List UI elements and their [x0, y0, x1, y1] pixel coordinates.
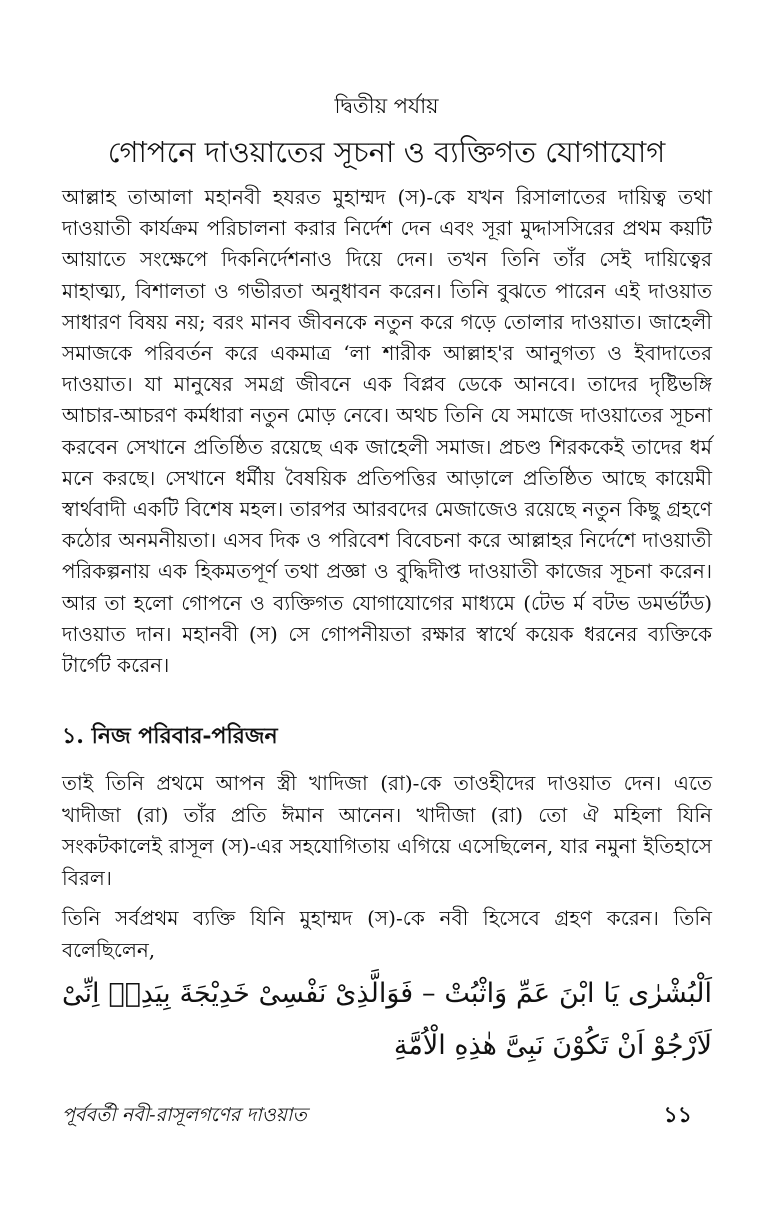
- chapter-heading: দ্বিতীয় পর্যায়: [334, 94, 439, 118]
- arabic-quote: اَلْبُشْرٰى يَا ابْنَ عَمِّ وَاثْبُتْ – فَوَالَّذِىْ نَفْسِىْ خَدِيْجَةَ بِيَدِهٖ اِنِّىْ لَاَرْجُوْ اَنْ تَكُوْنَ نَبِىَّ هٰذِهِ الْاُمَّةِ: [62, 978, 712, 1061]
- paragraph-intro: আল্লাহ তাআলা মহানবী হযরত মুহাম্মদ (স)-কে যখন রিসালাতের দায়িত্ব তথা দাওয়াতী কার্যক্রম পরিচালনা করার নির্দেশ দেন এবং সূরা মুদ্দাসসিরের প্রথম কয়টি আয়াতে সংক্ষেপে দিকনির্দেশনাও দিয়ে দেন। তখন তিনি তাঁর সেই দায়িত্বের মাহাত্ম্য, বিশালতা ও গভীরতা অনুধাবন করেন। তিনি বুঝতে পারেন এই দাওয়াত সাধারণ বিষয় নয়; বরং মানব জীবনকে নতুন করে গড়ে তোলার দাওয়াত। জাহেলী সমাজকে পরিবর্তন করে একমাত্র ‘লা শারীক আল্লাহ'র আনুগত্য ও ইবাদাতের দাওয়াত। যা মানুষের সমগ্র জীবনে এক বিপ্লব ডেকে আনবে। তাদের দৃষ্টিভঙ্গি আচার-আচরণ কর্মধারা নতুন মোড় নেবে। অথচ তিনি যে সমাজে দাওয়াতের সূচনা করবেন সেখানে প্রতিষ্ঠিত রয়েছে এক জাহেলী সমাজ। প্রচণ্ড শিরককেই তাদের ধর্ম মনে করছে। সেখানে ধর্মীয় বৈষয়িক প্রতিপত্তির আড়ালে প্রতিষ্ঠিত আছে কায়েমী স্বার্থবাদী একটি বিশেষ মহল। তারপর আরবদের মেজাজেও রয়েছে নতুন কিছু গ্রহণে কঠোর অনমনীয়তা। এসব দিক ও পরিবেশ বিবেচনা করে আল্লাহর নির্দেশে দাওয়াতী পরিকল্পনায় এক হিকমতপূর্ণ তথা প্রজ্ঞা ও বুদ্ধিদীপ্ত দাওয়াতী কাজের সূচনা করেন। আর তা হলো গোপনে ও ব্যক্তিগত যোগাযোগের মাধ্যমে (টেভ র্ম বটভ ডমর্ভর্টড) দাওয়াত দান। মহানবী (স) সে গোপনীয়তা রক্ষার স্বার্থে কয়েক ধরনের ব্যক্তিকে টার্গেট করেন।: [62, 185, 712, 678]
- paragraph-first-believer: তিনি সর্বপ্রথম ব্যক্তি যিনি মুহাম্মদ (স)-কে নবী হিসেবে গ্রহণ করেন। তিনি বলেছিলেন,: [62, 906, 712, 962]
- footer-book-title: পূর্ববর্তী নবী-রাসূলগণের দাওয়াত: [62, 1104, 307, 1126]
- page-footer: [62, 1100, 712, 1132]
- paragraph-khadija: তাই তিনি প্রথমে আপন স্ত্রী খাদিজা (রা)-কে তাওহীদের দাওয়াত দেন। এতে খাদীজা (রা) তাঁর প্রতি ঈমান আনেন। খাদীজা (রা) তো ঐ মহিলা যিনি সংকটকালেই রাসূল (স)-এর সহযোগিতায় এগিয়ে এসেছিলেন, যার নমুনা ইতিহাসে বিরল।: [62, 771, 712, 890]
- section-heading: ১. নিজ পরিবার-পরিজন: [62, 723, 278, 749]
- page-title: গোপনে দাওয়াতের সূচনা ও ব্যক্তিগত যোগাযোগ: [107, 135, 666, 169]
- page-number: ১১: [663, 1102, 692, 1128]
